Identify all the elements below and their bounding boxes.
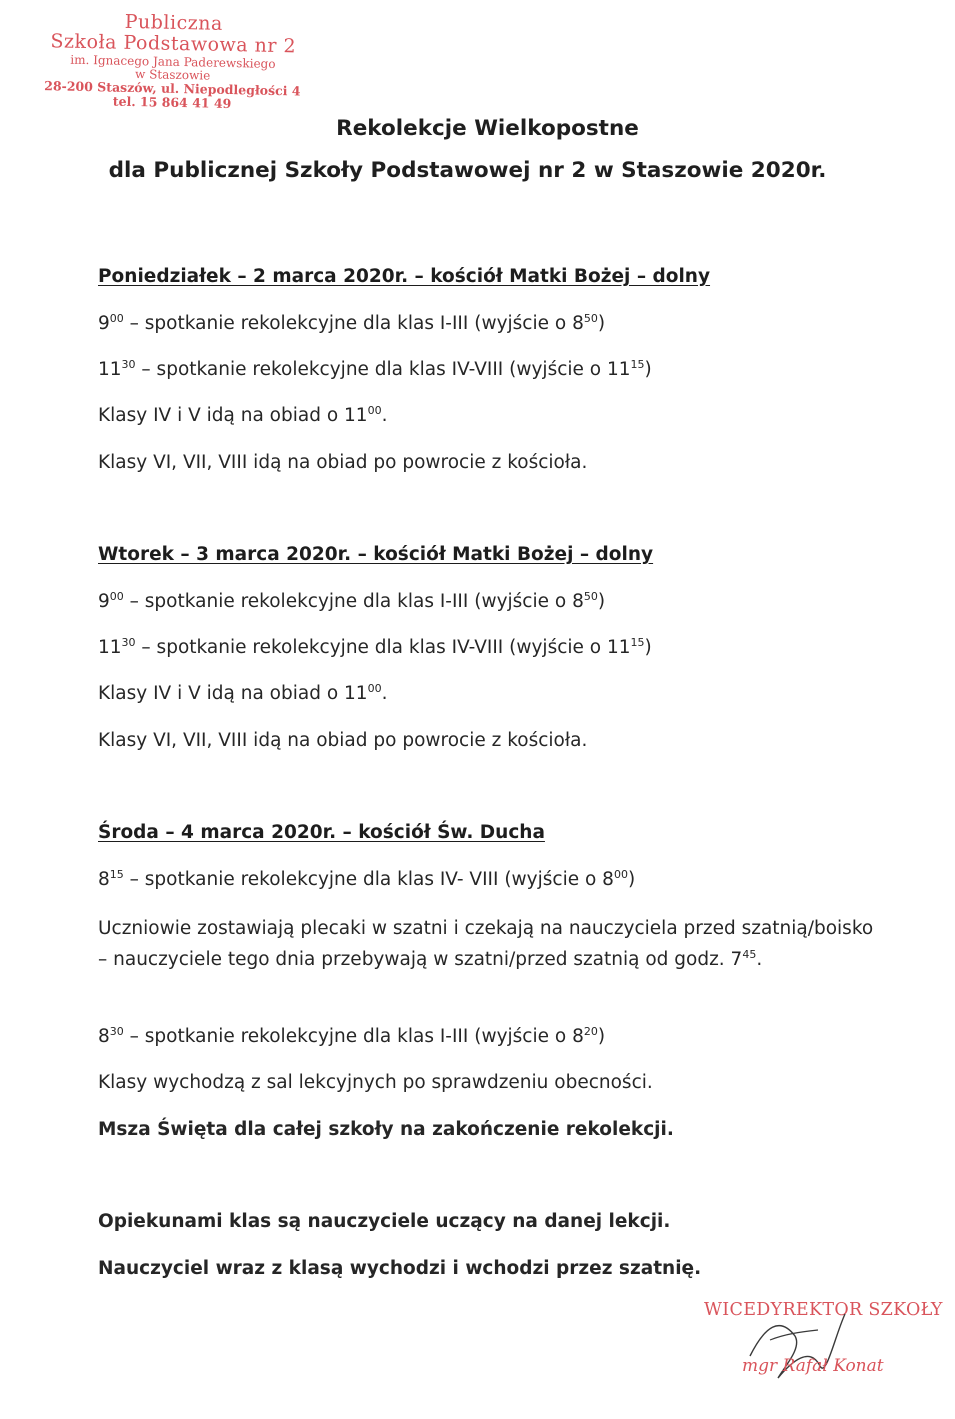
tuesday-heading: Wtorek – 3 marca 2020r. – kościół Matki Bożej – dolny (98, 544, 654, 565)
wednesday-row-1: $8^{15}$ – spotkanie rekolekcyjne dla klas IV- VIII (wyjście o $8^{00}$) (98, 868, 636, 890)
wednesday-heading: Środa – 4 marca 2020r. – kościół Św. Ducha (98, 822, 545, 843)
note-1: Opiekunami klas są nauczyciele uczący na danej lekcji. (98, 1211, 671, 1232)
tuesday-row-3: Klasy IV i V idą na obiad o $11^{00}$. (98, 682, 388, 704)
stamp-line-2: Szkoła Podstawowa nr 2 (50, 30, 297, 58)
signature-name: mgr Rafał Konat (742, 1356, 884, 1376)
stamp-line-3: im. Ignacego Jana Paderewskiego (70, 52, 276, 71)
monday-row-3: Klasy IV i V idą na obiad o $11^{00}$. (98, 404, 388, 426)
tuesday-row-1: $9^{00}$ – spotkanie rekolekcyjne dla klas I-III (wyjście o $8^{50}$) (98, 590, 606, 612)
note-2: Nauczyciel wraz z klasą wychodzi i wchodzi przez szatnię. (98, 1258, 702, 1279)
wednesday-paragraph: Uczniowie zostawiają plecaki w szatni i czekają na nauczyciela przed szatnią/boisko – nauczyciele tego dnia przebywają w szatni/przed szatnią od godz. $7^{45}$. (98, 918, 874, 970)
wednesday-row-3: Klasy wychodzą z sal lekcyjnych po sprawdzeniu obecności. (98, 1072, 653, 1093)
monday-row-1: $9^{00}$ – spotkanie rekolekcyjne dla klas I-III (wyjście o $8^{50}$) (98, 312, 606, 334)
stamp-line-6: tel. 15 864 41 49 (112, 93, 232, 112)
monday-heading: Poniedziałek – 2 marca 2020r. – kościół Matki Bożej – dolny (98, 266, 711, 287)
tuesday-row-2: $11^{30}$ – spotkanie rekolekcyjne dla klas IV-VIII (wyjście o $11^{15}$) (98, 636, 652, 658)
signature-role: WICEDYREKTOR SZKOŁY (704, 1300, 943, 1320)
page-title: Rekolekcje Wielkopostne (336, 116, 639, 141)
monday-row-2: $11^{30}$ – spotkanie rekolekcyjne dla klas IV-VIII (wyjście o $11^{15}$) (98, 358, 652, 380)
wednesday-row-2: $8^{30}$ – spotkanie rekolekcyjne dla klas I-III (wyjście o $8^{20}$) (98, 1025, 606, 1047)
monday-row-4: Klasy VI, VII, VIII idą na obiad po powrocie z kościoła. (98, 452, 588, 473)
stamp-line-4: w Staszowie (134, 67, 211, 83)
stamp-line-1: Publiczna (124, 10, 224, 35)
stamp-line-5: 28-200 Staszów, ul. Niepodległości 4 (44, 78, 301, 99)
tuesday-row-4: Klasy VI, VII, VIII idą na obiad po powrocie z kościoła. (98, 730, 588, 751)
page-subtitle: dla Publicznej Szkoły Podstawowej nr 2 w Staszowie 2020r. (108, 158, 827, 183)
wednesday-mass-note: Msza Święta dla całej szkoły na zakończenie rekolekcji. (98, 1119, 674, 1140)
school-stamp (36, 10, 310, 113)
